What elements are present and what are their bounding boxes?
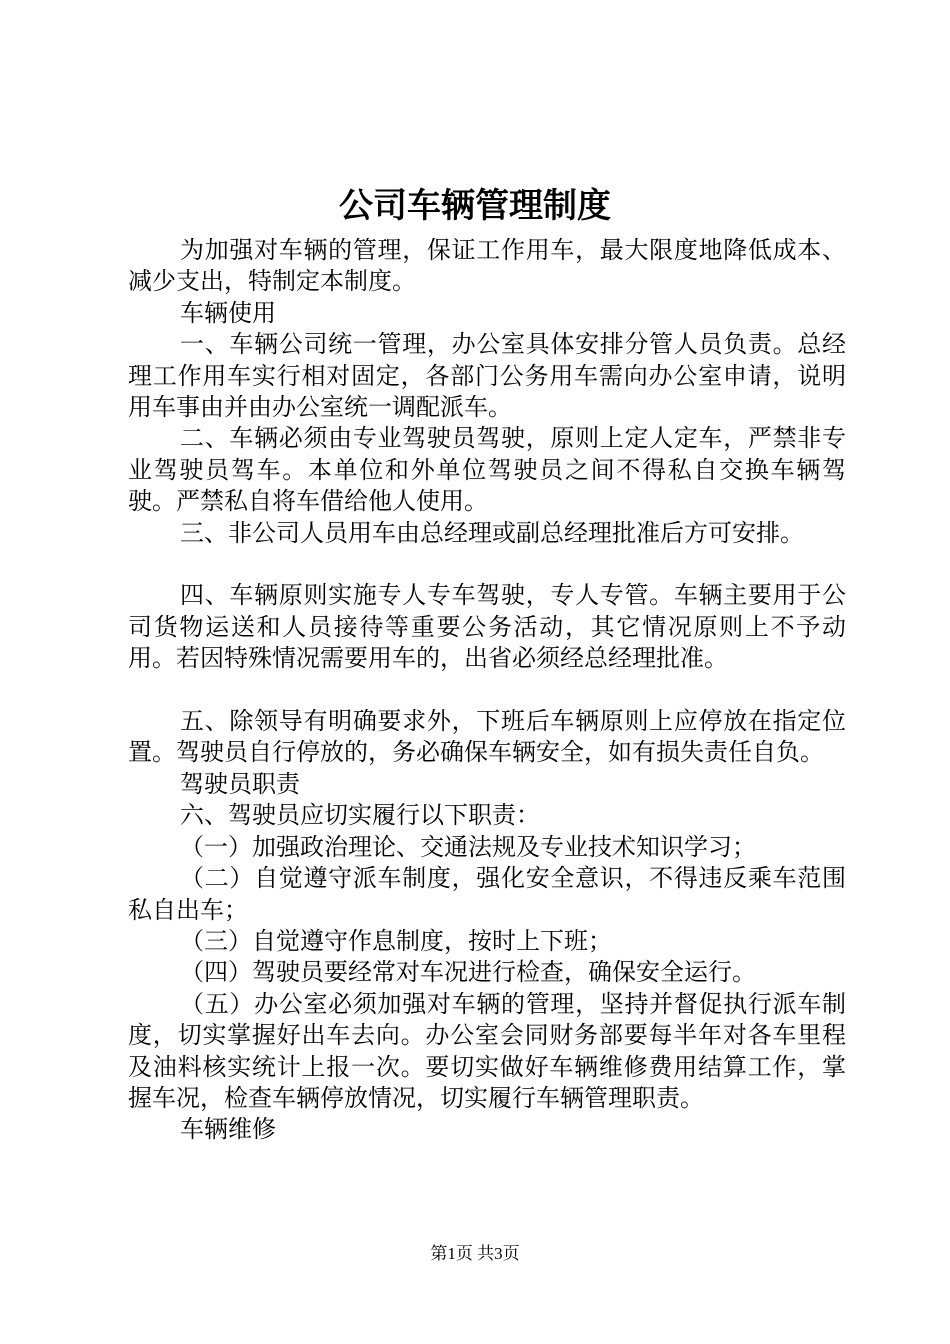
clause-1: 一、车辆公司统一管理，办公室具体安排分管人员负责。总经理工作用车实行相对固定，各部门公务用车需向办公室申请，说明用车事由并由办公室统一调配派车。 (128, 330, 846, 422)
duty-item-1: （一）加强政治理论、交通法规及专业技术知识学习； (180, 832, 756, 861)
clause-2: 二、车辆必须由专业驾驶员驾驶，原则上定人定车，严禁非专业驾驶员驾车。本单位和外单位驾驶员之间不得私自交换车辆驾驶。严禁私自将车借给他人使用。 (128, 424, 846, 516)
duty-item-5: （五）办公室必须加强对车辆的管理，坚持并督促执行派车制度，切实掌握好出车去向。办公室会同财务部要每半年对各车里程及油料核实统计上报一次。要切实做好车辆维修费用结算工作，掌握车况，检查车辆停放情况，切实履行车辆管理职责。 (128, 989, 846, 1112)
duty-item-2: （二）自觉遵守派车制度，强化安全意识，不得违反乘车范围私自出车； (128, 864, 846, 924)
document-body (128, 235, 846, 1146)
page-number: 第1页 共3页 (430, 1244, 520, 1263)
intro-paragraph: 为加强对车辆的管理，保证工作用车，最大限度地降低成本、减少支出，特制定本制度。 (128, 236, 846, 296)
clause-5: 五、除领导有明确要求外，下班后车辆原则上应停放在指定位置。驾驶员自行停放的，务必确保车辆安全，如有损失责任自负。 (128, 707, 846, 767)
section-heading-vehicle-use: 车辆使用 (180, 298, 276, 327)
clause-3: 三、非公司人员用车由总经理或副总经理批准后方可安排。 (180, 518, 804, 547)
duty-item-3: （三）自觉遵守作息制度，按时上下班； (180, 926, 612, 955)
section-heading-driver-duties: 驾驶员职责 (180, 769, 300, 798)
section-heading-vehicle-maintenance: 车辆维修 (180, 1115, 276, 1144)
clause-4: 四、车辆原则实施专人专车驾驶，专人专管。车辆主要用于公司货物运送和人员接待等重要公务活动，其它情况原则上不予动用。若因特殊情况需要用车的，出省必须经总经理批准。 (128, 581, 846, 673)
duty-item-4: （四）驾驶员要经常对车况进行检查，确保安全运行。 (180, 958, 756, 987)
document-title: 公司车辆管理制度 (339, 186, 611, 226)
clause-6: 六、驾驶员应切实履行以下职责： (180, 801, 540, 830)
